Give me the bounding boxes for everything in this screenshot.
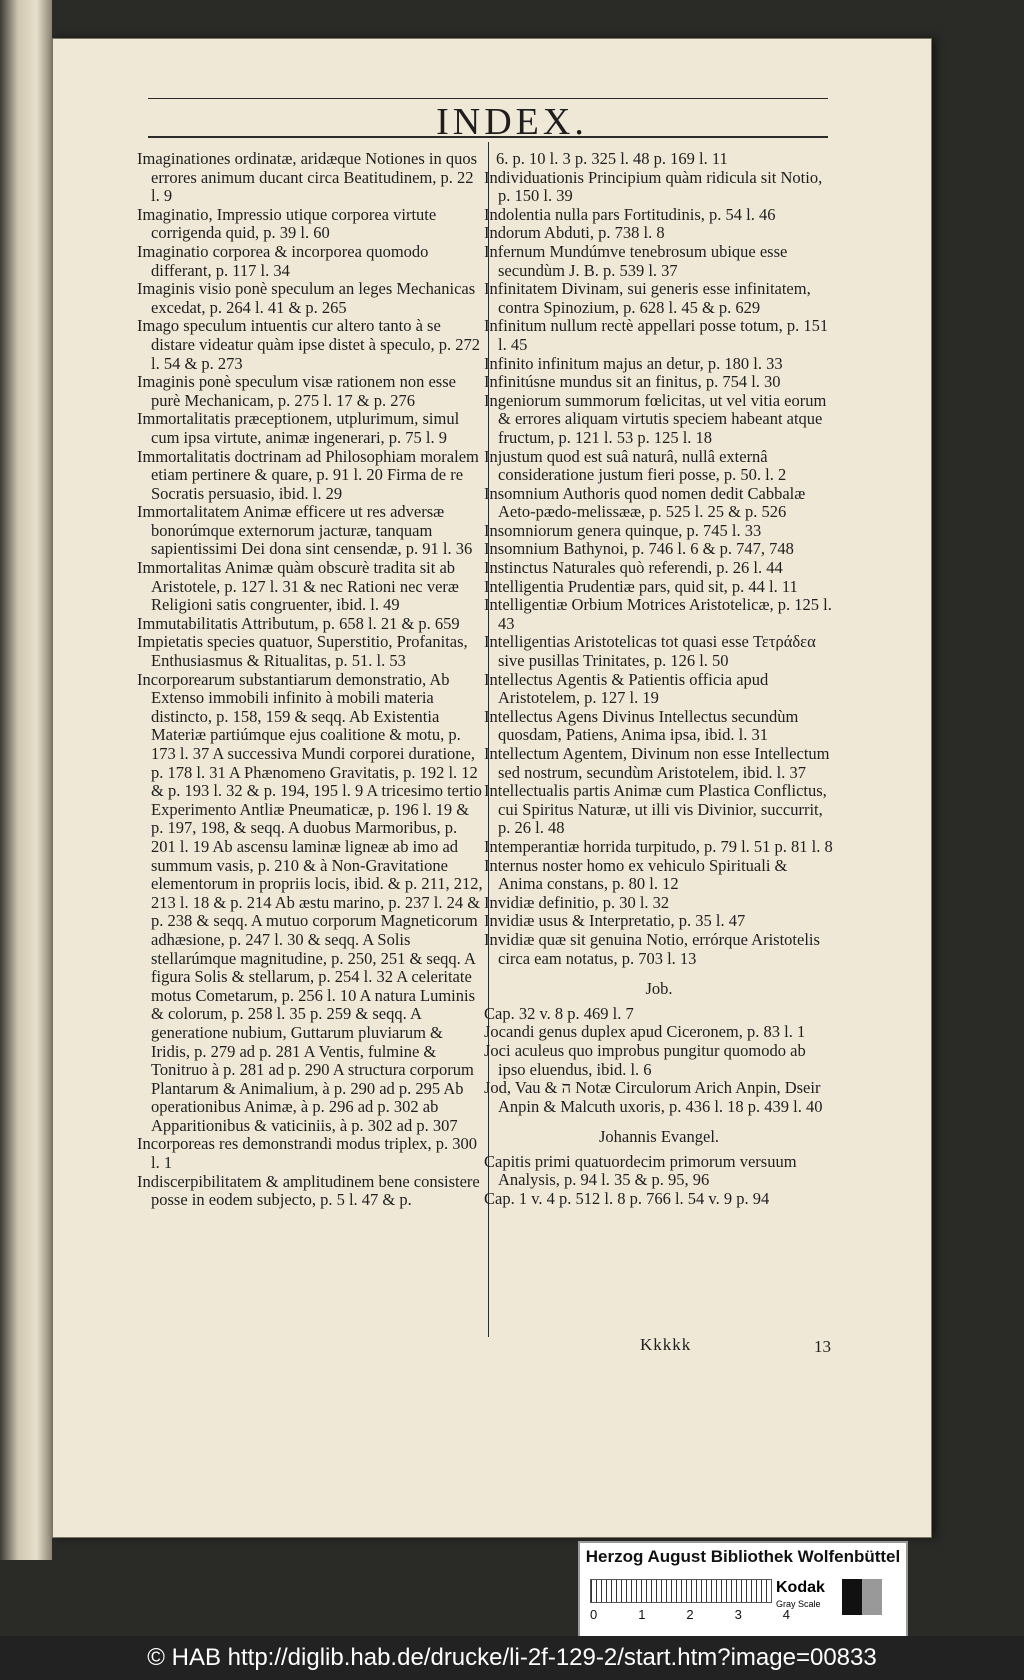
index-entry: Capitis primi quatuordecim primorum versuum Analysis, p. 94 l. 35 & p. 95, 96 <box>484 1151 797 1190</box>
index-entry: Intemperantiæ horrida turpitudo, p. 79 l. 51 p. 81 l. 8 <box>484 836 833 856</box>
index-entry: Intellectualis partis Animæ cum Plastica Conflictus, cui Spiritus Naturæ, ut illi vis Divinior, succurrit, p. 26 l. 48 <box>484 781 827 838</box>
index-entry: Ingeniorum summorum fœlicitas, ut vel vitia eorum & errores aliquam virtutis speciem habeant atque fructum, p. 121 l. 53 p. 125 l. 18 <box>484 390 827 447</box>
signature-mark: Kkkkk <box>640 1335 692 1354</box>
index-entry: Insomnium Bathynoi, p. 746 l. 6 & p. 747, 748 <box>484 539 794 559</box>
scale-number: 0 <box>590 1607 598 1622</box>
scale-number: 4 <box>782 1607 790 1622</box>
index-entry: Injustum quod est suâ naturâ, nullâ externâ consideratione justum fieri posse, p. 50. l. 2 <box>484 446 787 485</box>
index-entry: Imaginatio, Impressio utique corporea virtute corrigenda quid, p. 39 l. 60 <box>137 204 437 243</box>
index-entry: 6. p. 10 l. 3 p. 325 l. 48 p. 169 l. 11 <box>496 149 728 168</box>
index-entry: Insomniorum genera quinque, p. 745 l. 33 <box>484 520 762 540</box>
index-entry: Immutabilitatis Attributum, p. 658 l. 21 & p. 659 <box>137 613 460 633</box>
index-entry: Imaginis ponè speculum visæ rationem non esse purè Mechanicam, p. 275 l. 17 & p. 276 <box>137 372 456 410</box>
index-entry: Invidiæ definitio, p. 30 l. 32 <box>484 892 670 912</box>
index-entry: Imaginationes ordinatæ, aridæque Notiones in quos errores animum ducant circa Beatitudinem, p. 22 l. 9 <box>137 149 478 206</box>
index-entry: Immortalitatis præceptionem, utplurimum, simul cum ipsa virtute, animæ ingenerari, p. 75 l. 9 <box>137 409 460 447</box>
index-entry: Instinctus Naturales quò referendi, p. 26 l. 44 <box>484 558 783 578</box>
color-target-card <box>578 1541 908 1639</box>
header-rule <box>148 98 828 99</box>
index-entry: Individuationis Principium quàm ridicula sit Notio, p. 150 l. 39 <box>484 167 823 206</box>
index-entry: Cap. 32 v. 8 p. 469 l. 7 <box>484 1003 634 1023</box>
index-entry: Invidiæ usus & Interpretatio, p. 35 l. 47 <box>484 911 746 931</box>
left-column <box>137 150 483 1210</box>
index-entry: Insomnium Authoris quod nomen dedit Cabbalæ Aeto-pædo-melissææ, p. 525 l. 25 & p. 526 <box>484 483 806 522</box>
index-entry: Infinitúsne mundus sit an finitus, p. 754 l. 30 <box>484 372 781 392</box>
index-entry: Infinitum nullum rectè appellari posse totum, p. 151 l. 45 <box>484 316 829 354</box>
index-entry: Incorporeas res demonstrandi modus triplex, p. 300 l. 1 <box>137 1134 478 1173</box>
index-entry: Indiscerpibilitatem & amplitudinem bene consistere posse in eodem subjecto, p. 5 l. 47 & p. <box>137 1171 480 1210</box>
index-entry: Invidiæ quæ sit genuina Notio, errórque Aristotelis circa eam notatus, p. 703 l. 13 <box>484 929 820 968</box>
index-entry: Intelligentias Aristotelicas tot quasi esse Τετράδεα sive pusillas Trinitates, p. 126 l. 50 <box>484 632 816 671</box>
index-entry: Indolentia nulla pars Fortitudinis, p. 54 l. 46 <box>484 204 776 224</box>
index-entry: Intellectus Agens Divinus Intellectus secundùm quosdam, Patiens, Anima ipsa, ibid. l. 31 <box>484 706 799 745</box>
index-entry: Immortalitatis doctrinam ad Philosophiam moralem etiam pertinere & quare, p. 91 l. 20 Firma de re Socratis persuasio, ibid. l. 29 <box>137 446 479 503</box>
kodak-logo-text: Kodak <box>776 1579 825 1596</box>
index-entry: Infinitatem Divinam, sui generis esse infinitatem, contra Spinozium, p. 628 l. 45 & p. 629 <box>484 279 811 317</box>
index-entry: Imaginis visio ponè speculum an leges Mechanicas excedat, p. 264 l. 41 & p. 265 <box>137 279 476 317</box>
index-entry: Intelligentiæ Orbium Motrices Aristotelicæ, p. 125 l. 43 <box>484 595 832 633</box>
index-entry: Imaginatio corporea & incorporea quomodo differant, p. 117 l. 34 <box>137 241 429 280</box>
index-entry: Impietatis species quatuor, Superstitio, Profanitas, Enthusiasmus & Ritualitas, p. 51. l. 53 <box>137 632 468 671</box>
library-name: Herzog August Bibliothek Wolfenbüttel <box>585 1547 901 1566</box>
index-entry: Indorum Abduti, p. 738 l. 8 <box>484 223 665 243</box>
index-entry: Immortalitatem Animæ efficere ut res adversæ bonorúmque externorum jacturæ, tanquam sapientissimi Dei dona sint censendæ, p. 91 l. 36 <box>137 502 473 559</box>
right-column <box>484 150 834 1209</box>
index-entry: Cap. 1 v. 4 p. 512 l. 8 p. 766 l. 54 v. 9 p. 94 <box>484 1189 770 1209</box>
index-entry: Jod, Vau & ה Notæ Circulorum Arich Anpin, Dseir Anpin & Malcuth uxoris, p. 436 l. 18 p. 439 l. 40 <box>484 1078 823 1116</box>
index-entry: Intelligentia Prudentiæ pars, quid sit, p. 44 l. 11 <box>484 576 798 596</box>
index-entry: Internus noster homo ex vehiculo Spirituali & Anima constans, p. 80 l. 12 <box>484 855 788 894</box>
index-entry: Imago speculum intuentis cur altero tanto à se distare videatur quàm ipse distet à speculo, p. 272 l. 54 & p. 273 <box>137 316 481 373</box>
scale-number: 2 <box>686 1607 694 1622</box>
facing-page-edge <box>0 0 52 1560</box>
section-heading-johannis: Johannis Evangel. <box>598 1127 720 1147</box>
index-entry: Jocandi genus duplex apud Ciceronem, p. 83 l. 1 <box>484 1022 806 1042</box>
index-entry: Immortalitas Animæ quàm obscurè tradita sit ab Aristotele, p. 127 l. 31 & nec Rationi nec veræ Religioni satis congruenter, ibid. l. 49 <box>137 558 459 615</box>
copyright-footer: © HAB http://diglib.hab.de/drucke/li-2f-129-2/start.htm?image=00833 <box>0 1636 1024 1680</box>
scale-numbers <box>590 1607 790 1622</box>
section-heading-job: Job. <box>645 979 673 999</box>
gray-scale-patch <box>842 1579 882 1615</box>
index-entry: Intellectus Agentis & Patientis officia apud Aristotelem, p. 127 l. 19 <box>484 669 769 708</box>
scale-number: 3 <box>734 1607 742 1622</box>
page-title: INDEX. <box>436 101 588 143</box>
index-entry: Intellectum Agentem, Divinum non esse Intellectum sed nostrum, secundùm Aristotelem, ibid. l. 37 <box>484 744 830 782</box>
index-entry: Incorporearum substantiarum demonstratio, Ab Extenso immobili infinito à mobili materia distincto, p. 158, 159 & seqq. Ab Existentia Materiæ partiúmque ejus coalitione & motu, p. 173 l. 37 A successiva Mundi corporei duratione, p. 178 l. 31 A Phænomeno Gravitatis, p. 192 l. 12 & p. 193 l. 32 & p. 194, 195 l. 9 A tricesimo tertio Experimento Antliæ Pneumaticæ, p. 196 l. 19 & p. 197, 198, & seqq. A duobus Marmoribus, p. 201 l. 19 Ab ascensu laminæ ligneæ ab imo ad summum vasis, p. 210 & à Non-Gravitatione elementorum in propriis locis, ibid. & p. 211, 212, 213 l. 18 & p. 214 Ab æstu marino, p. 237 l. 24 & p. 238 & seqq. A mutuo corporum Magneticorum adhæsione, p. 247 l. 30 & seqq. A Solis stellarúmque magnitudine, p. 250, 251 & seqq. A figura Solis & stellarum, p. 254 l. 32 A celeritate motus Cometarum, p. 256 l. 10 A natura Luminis & colorum, p. 258 l. 35 p. 259 & seqq. A generatione nubium, Guttarum pluviarum & Iridis, p. 279 ad p. 281 A Ventis, fulmine & Tonitruo à p. 281 ad p. 290 A structura corporum Plantarum & Animalium, à p. 290 ad p. 295 Ab operationibus Animæ, à p. 296 ad p. 302 ab Apparitionibus & vaticiniis, à p. 302 ad p. 307 <box>137 669 483 1135</box>
index-entry: Infernum Mundúmve tenebrosum ubique esse secundùm J. B. p. 539 l. 37 <box>484 241 788 280</box>
page-number: 13 <box>814 1337 831 1356</box>
title-rule <box>148 136 828 138</box>
index-entry: Infinito infinitum majus an detur, p. 180 l. 33 <box>484 353 783 373</box>
gray-scale-label: Gray Scale <box>776 1599 821 1609</box>
scale-number: 1 <box>638 1607 646 1622</box>
index-entry: Joci aculeus quo improbus pungitur quomodo ab ipso eluendus, ibid. l. 6 <box>484 1040 806 1079</box>
scale-ruler <box>590 1579 772 1603</box>
